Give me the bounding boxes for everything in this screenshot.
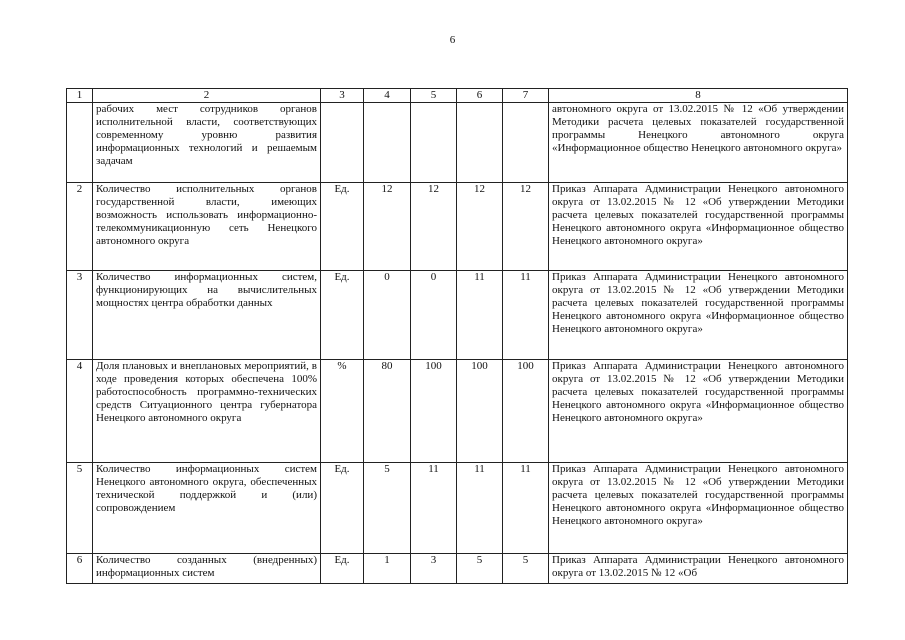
legal-basis: автономного округа от 13.02.2015 № 12 «Об утверждении Методики расчета целевых показателей государственной программы Ненецкого автономного округа «Информационное общество Ненецкого автономного округа» [549, 103, 848, 183]
unit-cell: Ед. [321, 271, 364, 360]
unit-cell: Ед. [321, 463, 364, 554]
column-header: 7 [503, 89, 549, 103]
value-cell: 100 [457, 360, 503, 463]
value-cell: 0 [411, 271, 457, 360]
value-cell [503, 103, 549, 183]
unit-cell: Ед. [321, 554, 364, 584]
indicator-name: рабочих мест сотрудников органов исполнительной власти, соответствующих современному уровню развития информационных технологий и решаемым задачам [93, 103, 321, 183]
unit-cell [321, 103, 364, 183]
indicators-table [66, 88, 848, 584]
legal-basis: Приказ Аппарата Администрации Ненецкого автономного округа от 13.02.2015 № 12 «Об утверждении Методики расчета целевых показателей государственной программы Ненецкого автономного округа «Информационное общество Ненецкого автономного округа» [549, 360, 848, 463]
row-number: 3 [67, 271, 93, 360]
indicator-name: Количество информационных систем, функционирующих на вычислительных мощностях центра обработки данных [93, 271, 321, 360]
column-header: 2 [93, 89, 321, 103]
legal-basis: Приказ Аппарата Администрации Ненецкого автономного округа от 13.02.2015 № 12 «Об утверждении Методики расчета целевых показателей государственной программы Ненецкого автономного округа «Информационное общество Ненецкого автономного округа» [549, 463, 848, 554]
table-row [67, 554, 848, 584]
value-cell: 12 [411, 183, 457, 271]
column-header: 1 [67, 89, 93, 103]
indicator-name: Количество созданных (внедренных) информационных систем [93, 554, 321, 584]
table-row [67, 183, 848, 271]
value-cell: 3 [411, 554, 457, 584]
value-cell: 5 [503, 554, 549, 584]
page-number: 6 [449, 34, 456, 46]
table-row [67, 103, 848, 183]
table-row [67, 463, 848, 554]
value-cell [364, 103, 411, 183]
value-cell [457, 103, 503, 183]
unit-cell: Ед. [321, 183, 364, 271]
indicator-name: Доля плановых и внеплановых мероприятий, в ходе проведения которых обеспечена 100% работоспособность программно-технических средств Ситуационного центра губернатора Ненецкого автономного округа [93, 360, 321, 463]
legal-basis: Приказ Аппарата Администрации Ненецкого автономного округа от 13.02.2015 № 12 «Об утверждении Методики расчета целевых показателей государственной программы Ненецкого автономного округа «Информационное общество Ненецкого автономного округа» [549, 183, 848, 271]
value-cell: 11 [411, 463, 457, 554]
legal-basis: Приказ Аппарата Администрации Ненецкого автономного округа от 13.02.2015 № 12 «Об [549, 554, 848, 584]
value-cell: 12 [503, 183, 549, 271]
table-row [67, 271, 848, 360]
value-cell: 100 [503, 360, 549, 463]
value-cell: 12 [364, 183, 411, 271]
legal-basis: Приказ Аппарата Администрации Ненецкого автономного округа от 13.02.2015 № 12 «Об утверждении Методики расчета целевых показателей государственной программы Ненецкого автономного округа «Информационное общество Ненецкого автономного округа» [549, 271, 848, 360]
value-cell: 0 [364, 271, 411, 360]
value-cell: 11 [503, 271, 549, 360]
row-number: 2 [67, 183, 93, 271]
indicator-name: Количество исполнительных органов государственной власти, имеющих возможность использовать информационно-телекоммуникационную сеть Ненецкого автономного округа [93, 183, 321, 271]
value-cell: 1 [364, 554, 411, 584]
row-number: 5 [67, 463, 93, 554]
column-header: 8 [549, 89, 848, 103]
row-number: 6 [67, 554, 93, 584]
column-header: 4 [364, 89, 411, 103]
value-cell: 5 [364, 463, 411, 554]
row-number: 4 [67, 360, 93, 463]
value-cell: 11 [503, 463, 549, 554]
indicator-name: Количество информационных систем Ненецкого автономного округа, обеспеченных технической поддержкой и (или) сопровождением [93, 463, 321, 554]
column-header: 6 [457, 89, 503, 103]
value-cell: 80 [364, 360, 411, 463]
row-number [67, 103, 93, 183]
unit-cell: % [321, 360, 364, 463]
table-header-row [67, 89, 848, 103]
value-cell: 100 [411, 360, 457, 463]
column-header: 3 [321, 89, 364, 103]
value-cell: 5 [457, 554, 503, 584]
column-header: 5 [411, 89, 457, 103]
value-cell: 11 [457, 463, 503, 554]
value-cell: 11 [457, 271, 503, 360]
value-cell [411, 103, 457, 183]
table-row [67, 360, 848, 463]
value-cell: 12 [457, 183, 503, 271]
